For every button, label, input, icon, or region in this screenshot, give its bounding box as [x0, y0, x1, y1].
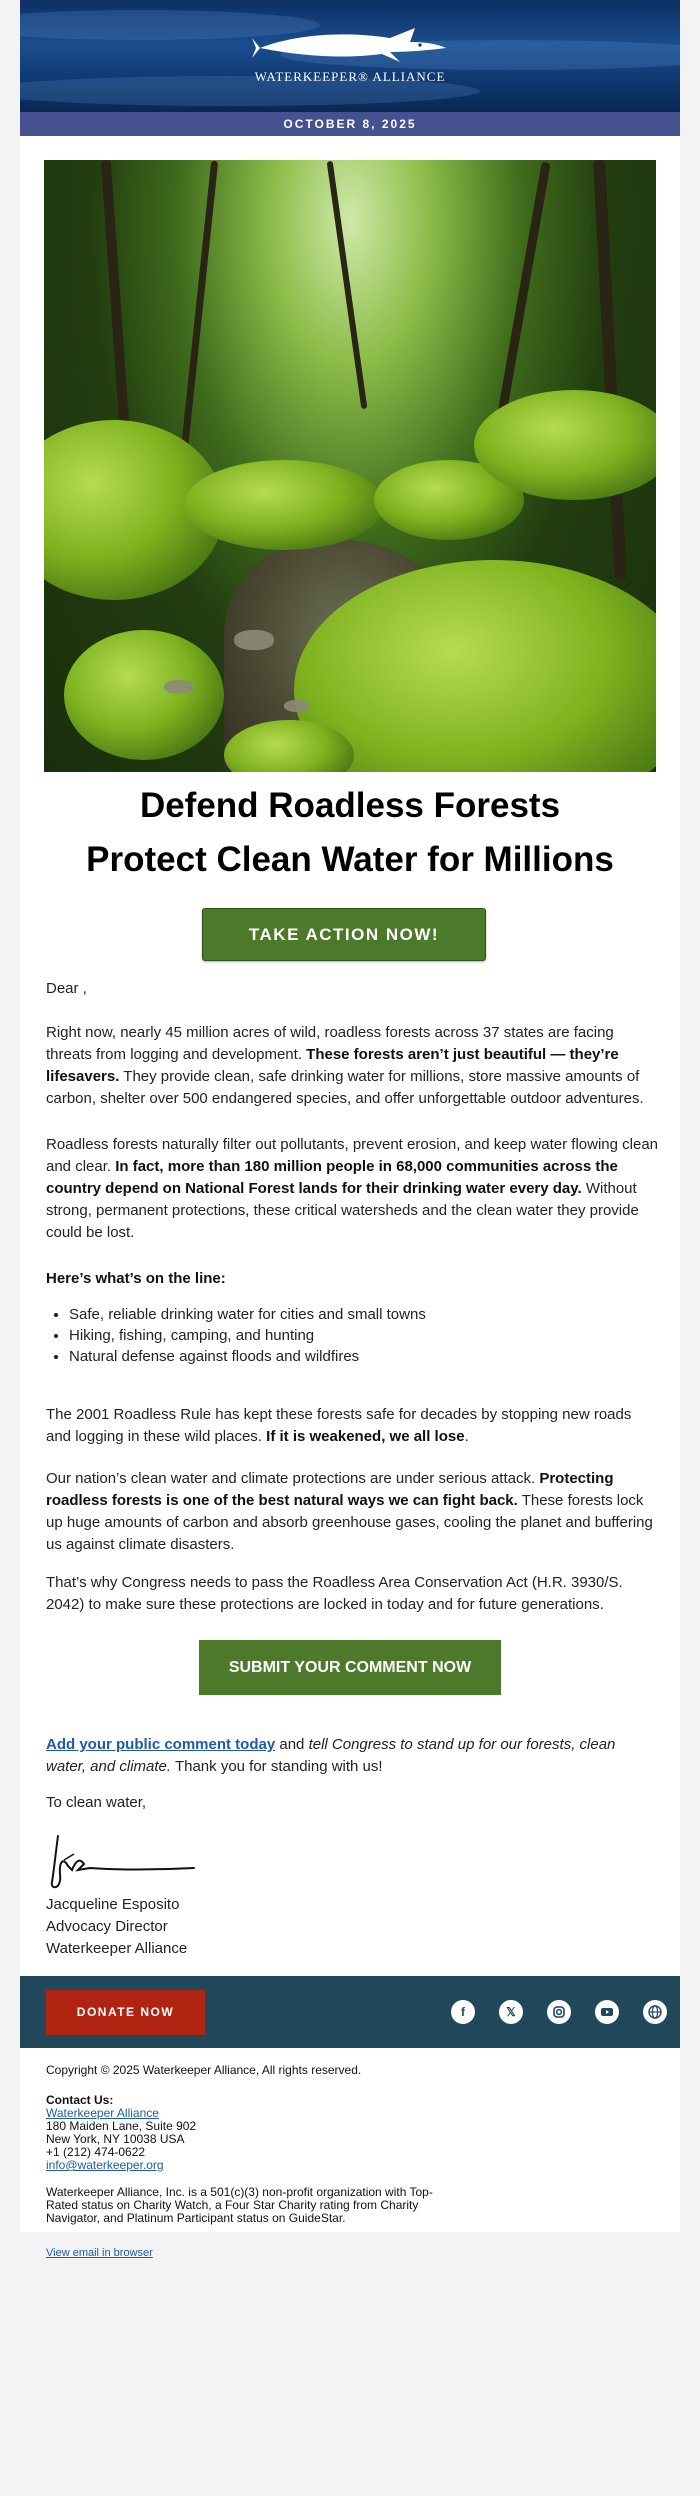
phone: +1 (212) 474-0622 — [46, 2145, 146, 2159]
list-item: • Safe, reliable drinking water for cities and small towns — [69, 1304, 669, 1325]
website-icon[interactable] — [643, 2000, 667, 2024]
sturgeon-icon — [250, 18, 450, 68]
youtube-icon[interactable] — [595, 2000, 619, 2024]
org-name: WATERKEEPER® ALLIANCE — [254, 69, 446, 84]
address-line-2: New York, NY 10038 USA — [46, 2132, 185, 2146]
contact-label: Contact Us: — [46, 2093, 114, 2107]
copyright: Copyright © 2025 Waterkeeper Alliance, All rights reserved. — [46, 2063, 362, 2077]
signer-org: Waterkeeper Alliance — [46, 1940, 188, 1957]
view-in-browser-link[interactable]: View email in browser — [46, 2247, 153, 2259]
list-heading: Here’s what’s on the line: — [46, 1270, 226, 1287]
paragraph-3: The 2001 Roadless Rule has kept these forests safe for decades by stopping new roads and logging in these wild places. If it is weakened, we all lose. — [46, 1406, 632, 1445]
email-header — [20, 0, 680, 112]
submit-comment-button[interactable]: SUBMIT YOUR COMMENT NOW — [199, 1640, 501, 1695]
about-text: Waterkeeper Alliance, Inc. is a 501(c)(3) non-profit organization with Top-Rated status on Charity Watch, a Four Star Charity rating from Charity Navigator, and Platinum Participant status on GuideStar. — [46, 2185, 433, 2225]
footer-bar — [20, 1976, 680, 2048]
x-icon[interactable]: 𝕏 — [499, 2000, 523, 2024]
email-link[interactable]: info@waterkeeper.org — [46, 2158, 164, 2172]
facebook-icon[interactable]: f — [451, 2000, 475, 2024]
signer-name: Jacqueline Esposito — [46, 1896, 180, 1913]
date-band: OCTOBER 8, 2025 — [20, 112, 680, 136]
org-link[interactable]: Waterkeeper Alliance — [46, 2106, 159, 2120]
closing-paragraph: Add your public comment today and tell Congress to stand up for our forests, clean water, and climate. Thank you for standing with us! — [46, 1736, 616, 1775]
waterkeeper-logo[interactable] — [250, 18, 450, 85]
address-line-1: 180 Maiden Lane, Suite 902 — [46, 2119, 197, 2133]
list-item: • Natural defense against floods and wildfires — [69, 1346, 669, 1367]
paragraph-4: Our nation’s clean water and climate protections are under serious attack. Protecting roadless forests is one of the best natural ways we can fight back. These forests lock up huge amounts of carbon and absorb greenhouse gases, cooling the planet and buffering us against climate disasters. — [46, 1470, 653, 1553]
take-action-button[interactable]: TAKE ACTION NOW! — [202, 908, 486, 961]
email-link-line — [46, 2159, 164, 2172]
email-container — [20, 0, 680, 2232]
add-comment-link[interactable]: Add your public comment today — [46, 1736, 276, 1753]
instagram-icon[interactable] — [547, 2000, 571, 2024]
headline-line-2: Protect Clean Water for Millions — [86, 840, 614, 879]
signature-image — [46, 1830, 196, 1899]
headline-line-1: Defend Roadless Forests — [139, 786, 561, 825]
list-item: • Hiking, fishing, camping, and hunting — [69, 1325, 669, 1346]
signoff: To clean water, — [46, 1794, 147, 1811]
paragraph-2: Roadless forests naturally filter out pollutants, prevent erosion, and keep water flowing clean and clear. In fact, more than 180 million people in 68,000 communities across the country depend on National Forest lands for their drinking water every day. Without strong, permanent protections, these critical watersheds and the clean water they provide could be lost. — [46, 1136, 659, 1241]
greeting: Dear , — [46, 980, 87, 997]
at-stake-list — [46, 1304, 669, 1367]
hero-image — [44, 160, 656, 772]
paragraph-5: That’s why Congress needs to pass the Roadless Area Conservation Act (H.R. 3930/S. 2042) to make sure these protections are locked in today and for future generations. — [46, 1574, 623, 1613]
signer-title: Advocacy Director — [46, 1918, 168, 1935]
paragraph-1: Right now, nearly 45 million acres of wild, roadless forests across 37 states are facing threats from logging and development. These forests aren’t just beautiful — they’re lifesavers. They provide clean, safe drinking water for millions, store massive amounts of carbon, shelter over 500 endangered species, and offer unforgettable outdoor adventures. — [46, 1024, 644, 1107]
donate-button[interactable]: DONATE NOW — [46, 1990, 205, 2035]
